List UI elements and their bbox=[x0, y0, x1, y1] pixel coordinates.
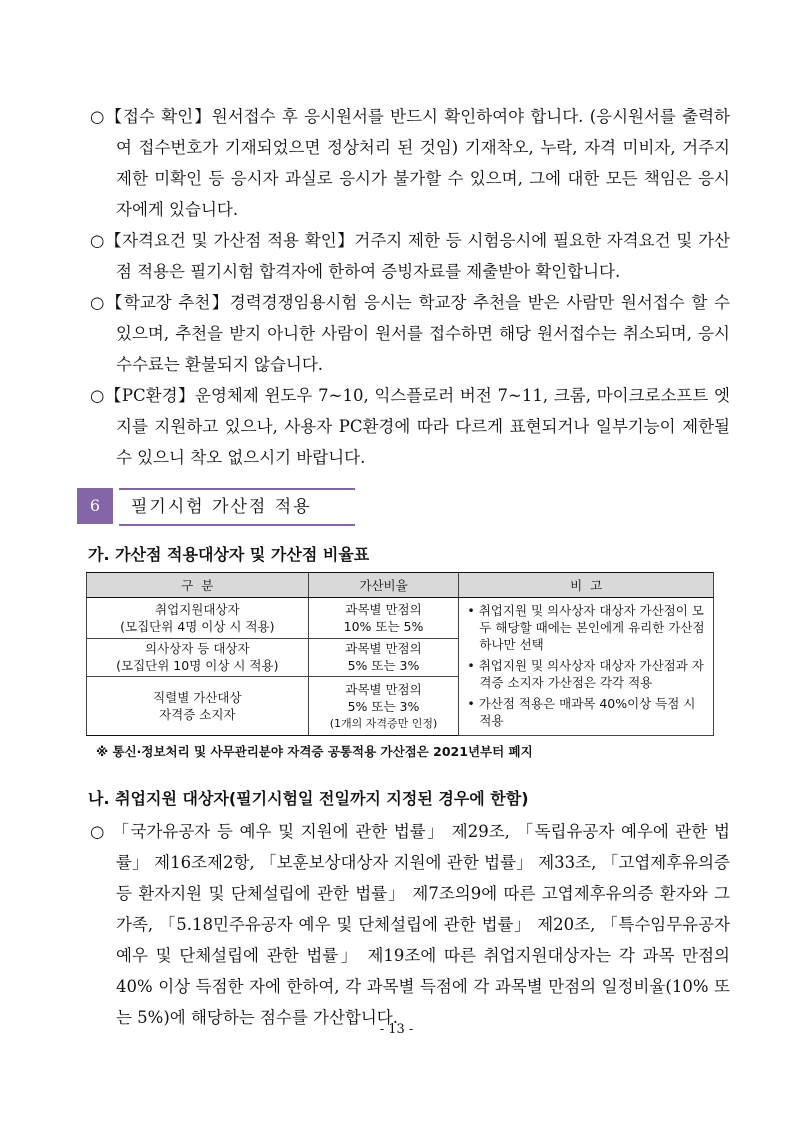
note-item: • 취업지원 및 의사상자 대상자 가산점과 자격증 소지자 가산점은 각각 적용 bbox=[467, 658, 704, 690]
note-item: • 가산점 적용은 매과목 40%이상 득점 시 적용 bbox=[467, 696, 696, 728]
table-cell-target bbox=[87, 677, 309, 736]
cell-text: (모집단위 10명 이상 시 적용) bbox=[116, 658, 279, 674]
table-cell-target bbox=[87, 598, 309, 639]
bonus-points-table bbox=[86, 572, 714, 736]
section-title: 필기시험 가산점 적용 bbox=[119, 488, 355, 526]
cell-text: 취업지원대상자 bbox=[155, 601, 240, 617]
notice-principal-recommendation: ○【학교장 추천】경력경쟁임용시험 응시는 학교장 추천을 받은 사람만 원서접수 할 수 있으며, 추천을 받지 아니한 사람이 원서를 접수하면 해당 원서접수는 취소되며, 응시수수료는 환불되지 않습니다. bbox=[90, 293, 730, 374]
subheading-b: 나. 취업지원 대상자(필기시험일 전일까지 지정된 경우에 한함) bbox=[88, 789, 529, 808]
table-cell-rate bbox=[308, 638, 459, 677]
table-cell-target bbox=[87, 638, 309, 677]
cell-text: (모집단위 4명 이상 시 적용) bbox=[120, 618, 275, 634]
cell-text: (1개의 자격증만 인정) bbox=[329, 716, 438, 730]
notice-paragraphs bbox=[90, 101, 730, 473]
cell-text: 과목별 만점의 bbox=[345, 641, 422, 657]
table-header-rate: 가산비율 bbox=[308, 573, 459, 598]
notice-pc-environment: ○【PC환경】운영체제 윈도우 7~10, 익스플로러 버전 7~11, 크롬, 마이크로소프트 엣지를 지원하고 있으나, 사용자 PC환경에 따라 다르게 표현되거나 일부기능이 제한될 수 있으니 착오 없으시기 바랍니다. bbox=[90, 386, 730, 467]
footnote: ※ 통신·정보처리 및 사무관리분야 자격증 공통적용 가산점은 2021년부터 폐지 bbox=[96, 744, 533, 759]
cell-text: 과목별 만점의 bbox=[345, 601, 422, 617]
table-cell-rate bbox=[308, 598, 459, 639]
table-header-row bbox=[87, 573, 714, 598]
note-item: • 취업지원 및 의사상자 대상자 가산점이 모두 해당할 때에는 본인에게 유리한 가산점 하나만 선택 bbox=[467, 603, 705, 652]
table-cell-notes bbox=[459, 598, 714, 736]
cell-text: 10% 또는 5% bbox=[343, 618, 424, 634]
cell-text: 자격증 소지자 bbox=[159, 707, 236, 723]
employment-support-text: ○ 「국가유공자 등 예우 및 지원에 관한 법률」 제29조, 「독립유공자 예우에 관한 법률」 제16조제2항, 「보훈보상대상자 지원에 관한 법률」 제33조, 「고엽제후유의증 등 환자지원 및 단체설립에 관한 법률」 제7조의9에 따른 고엽제후유의증 환자와 그 가족, 「5.18민주유공자 예우 및 단체설립에 관한 법률」 제20조, 「특수임무유공자 예우 및 단체설립에 관한 법률」 제19조에 따른 취업지원대상자는 각 과목 만점의 40% 이상 득점한 자에 한하여, 각 과목별 득점에 각 과목별 만점의 일정비율(10% 또는 5%)에 해당하는 점수를 가산합니다. bbox=[90, 822, 730, 1027]
notice-qualification-check: ○【자격요건 및 가산점 적용 확인】거주지 제한 등 시험응시에 필요한 자격요건 및 가산점 적용은 필기시험 합격자에 한하여 증빙자료를 제출받아 확인합니다. bbox=[90, 231, 730, 281]
notice-receipt-check: ○【접수 확인】원서접수 후 응시원서를 반드시 확인하여야 합니다. (응시원서를 출력하여 접수번호가 기재되었으면 정상처리 된 것임) 기재착오, 누락, 자격 미비자, 거주지 제한 미확인 등 응시자 과실로 응시가 불가할 수 있으며, 그에 대한 모든 책임은 응시자에게 있습니다. bbox=[90, 107, 730, 219]
table-cell-rate bbox=[308, 677, 459, 736]
page-number: - 13 - bbox=[379, 1022, 414, 1037]
employment-support-paragraph bbox=[90, 816, 730, 1033]
cell-text: 5% 또는 3% bbox=[347, 698, 420, 714]
subheading-a: 가. 가산점 적용대상자 및 가산점 비율표 bbox=[88, 545, 370, 564]
cell-text: 과목별 만점의 bbox=[345, 681, 422, 697]
table-header-note: 비 고 bbox=[459, 573, 714, 598]
cell-text: 직렬별 가산대상 bbox=[153, 690, 242, 706]
table-row bbox=[87, 598, 714, 639]
cell-text: 의사상자 등 대상자 bbox=[145, 641, 250, 657]
table-header-category: 구 분 bbox=[87, 573, 309, 598]
cell-text: 5% 또는 3% bbox=[347, 658, 420, 674]
section-number: 6 bbox=[77, 488, 113, 524]
